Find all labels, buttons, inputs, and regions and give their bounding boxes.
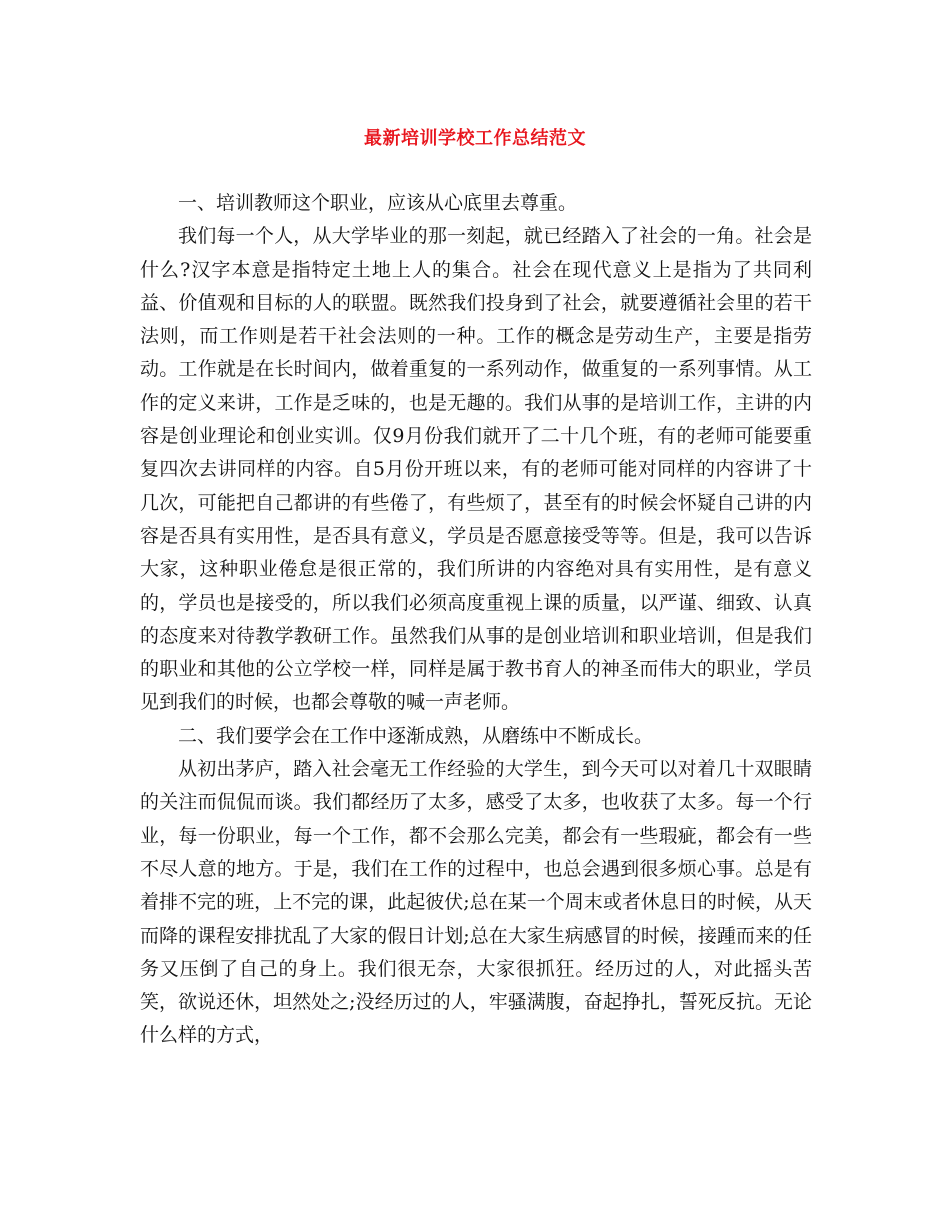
document-body [140, 187, 812, 1053]
paragraph-1: 我们每一个人，从大学毕业的那一刻起，就已经踏入了社会的一角。社会是什么?汉字本意是指特定土地上人的集合。社会在现代意义上是指为了共同利益、价值观和目标的人的联盟。既然我们投身到了社会，就要遵循社会里的若干法则，而工作则是若干社会法则的一种。工作的概念是劳动生产，主要是指劳动。工作就是在长时间内，做着重复的一系列动作，做重复的一系列事情。从工作的定义来讲，工作是乏味的，也是无趣的。我们从事的是培训工作，主讲的内容是创业理论和创业实训。仅9月份我们就开了二十几个班，有的老师可能要重复四次去讲同样的内容。自5月份开班以来，有的老师可能对同样的内容讲了十几次，可能把自己都讲的有些倦了，有些烦了，甚至有的时候会怀疑自己讲的内容是否具有实用性，是否具有意义，学员是否愿意接受等等。但是，我可以告诉大家，这种职业倦怠是很正常的，我们所讲的内容绝对具有实用性，是有意义的，学员也是接受的，所以我们必须高度重视上课的质量，以严谨、细致、认真的态度来对待教学教研工作。虽然我们从事的是创业培训和职业培训，但是我们的职业和其他的公立学校一样，同样是属于教书育人的神圣而伟大的职业，学员见到我们的时候，也都会尊敬的喊一声老师。 [140, 225, 812, 714]
paragraph-2: 从初出茅庐，踏入社会毫无工作经验的大学生，到今天可以对着几十双眼睛的关注而侃侃而谈。我们都经历了太多，感受了太多，也收获了太多。每一个行业，每一份职业，每一个工作，都不会那么完美，都会有一些瑕疵，都会有一些不尽人意的地方。于是，我们在工作的过程中，也总会遇到很多烦心事。总是有着排不完的班，上不完的课，此起彼伏;总在某一个周末或者休息日的时候，从天而降的课程安排扰乱了大家的假日计划;总在大家生病感冒的时候，接踵而来的任务又压倒了自己的身上。我们很无奈，大家很抓狂。经历过的人，对此摇头苦笑，欲说还休，坦然处之;没经历过的人，牢骚满腹，奋起挣扎，誓死反抗。无论什么样的方式， [140, 758, 812, 1047]
paragraph-heading-2: 二、我们要学会在工作中逐渐成熟，从磨练中不断成长。 [178, 724, 654, 747]
document-title: 最新培训学校工作总结范文 [364, 128, 586, 149]
paragraph-heading-1: 一、培训教师这个职业，应该从心底里去尊重。 [178, 192, 578, 214]
